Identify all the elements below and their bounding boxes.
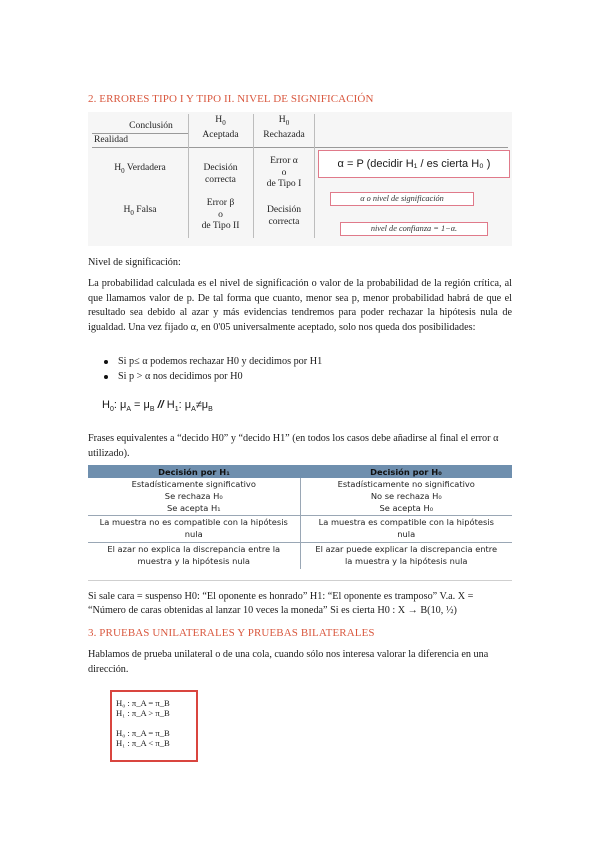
alpha-note-box: α o nivel de significación (330, 192, 474, 206)
error-beta-cell: Error β o de Tipo II (201, 197, 240, 231)
section-3-paragraph: Hablamos de prueba unilateral o de una cola, cuando sólo nos interesa valorar la diferencia en una dirección. (88, 649, 489, 675)
bullet-item: Si p≤ α podemos rechazar H0 y decidimos por H1 (104, 355, 322, 369)
hypothesis-formula: $H_0$: $\mu_A = \mu_B // H_1$: $\mu_A\ne\mu_B$ (102, 399, 213, 414)
hyp-line: H₁ : π_A < π_B (116, 738, 170, 748)
section-3-heading: 3. PRUEBAS UNILATERALES Y PRUEBAS BILATERALES (88, 627, 375, 639)
confidence-note-box: nivel de confianza = 1−α. (340, 222, 488, 236)
hyp-line: H₀ : π_A = π_B (116, 728, 170, 738)
table-row: Estadísticamente significativo Se rechaza H₀ Se acepta H₁ Estadísticamente no significativo No se rechaza H₀ Se acepta H₀ (88, 478, 512, 516)
hyp-line: H₁ : π_A > π_B (116, 708, 170, 718)
frases-intro: Frases equivalentes a “decido H0” y “decido H1” (en todos los casos debe añadirse al final el error α utilizado). (88, 433, 499, 459)
table-row: La muestra no es compatible con la hipótesis nula La muestra es compatible con la hipótesis nula (88, 516, 512, 543)
h0-rechazada-header: $H_0$ Rechazada (263, 114, 305, 141)
h0-falsa-label: $H_0$ Falsa (123, 204, 157, 217)
hyp-line: H₀ : π_A = π_B (116, 698, 170, 708)
decision-correcta-2: Decisión correcta (266, 204, 302, 227)
hypotheses-box (110, 690, 198, 762)
divider (88, 580, 512, 581)
col2-header: Decisión por H₀ (300, 465, 512, 478)
h0-verdadera-label: $H_0$ Verdadera (114, 162, 166, 175)
realidad-label: Realidad (94, 134, 129, 145)
nivel-title: Nivel de significación: (88, 257, 181, 268)
h0-aceptada-header: $H_0$ Aceptada (202, 114, 239, 141)
error-alpha-cell: Error α o de Tipo I (266, 155, 302, 189)
decision-correcta-1: Decisión correcta (203, 162, 238, 185)
table-row: El azar no explica la discrepancia entre la muestra y la hipótesis nula El azar puede explicar la discrepancia entre la muestra y la hipótesis nula (88, 542, 512, 568)
example-line-2: “Número de caras obtenidas al lanzar 10 veces la moneda” Si es cierta H0 : X → B(10, ½) (88, 605, 457, 616)
conclusion-label: Conclusión (129, 120, 173, 131)
example-line-1: Si sale cara = suspenso H0: “El oponente es honrado” H1: “El oponente es tramposo” V.a. X = (88, 591, 474, 602)
error-types-table-figure (88, 112, 512, 246)
col1-header: Decisión por H₁ (88, 465, 300, 478)
nivel-paragraph: La probabilidad calculada es el nivel de significación o valor de la probabilidad de la región crítica, al que llamamos valor de p. De tal forma que cuanto, menor sea p, menor probabilidad habrá de que el resultado sea debido al azar y más evidencias tendremos para poder rechazar la hipótesis nula de igualdad. Una vez fijado α, en 0'05 universalmente aceptado, solo nos queda dos posibilidades: (88, 278, 512, 333)
bullet-item: Si p > α nos decidimos por H0 (104, 370, 243, 384)
alpha-formula-box: α = P (decidir H₁ / es cierta H₀ ) (318, 150, 510, 178)
decision-table (88, 465, 512, 569)
section-2-heading: 2. ERRORES TIPO I Y TIPO II. NIVEL DE SIGNIFICACIÓN (88, 93, 374, 105)
